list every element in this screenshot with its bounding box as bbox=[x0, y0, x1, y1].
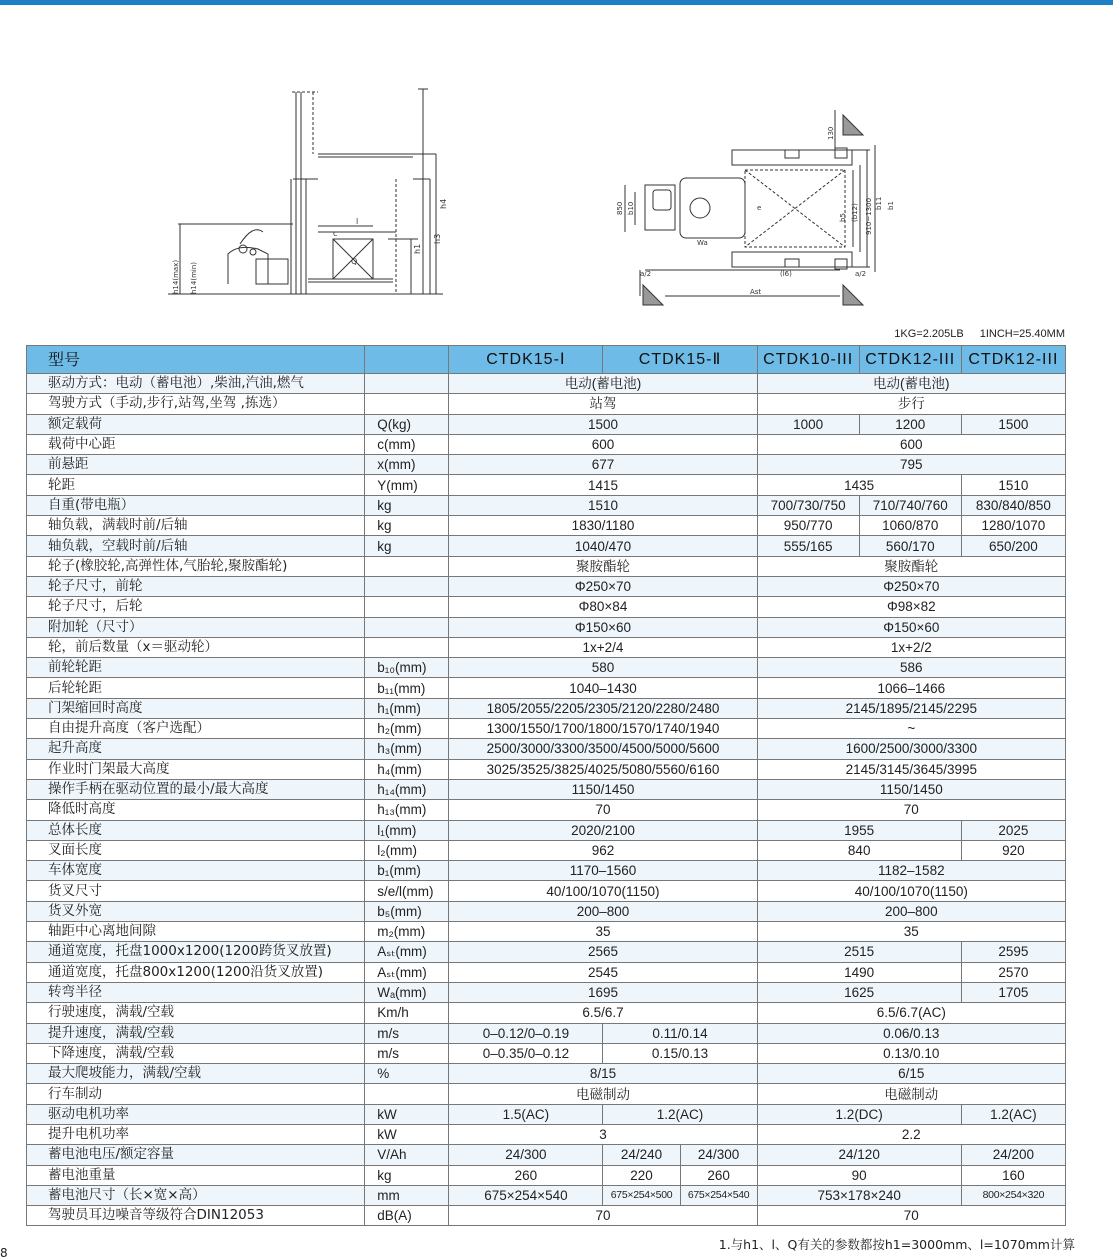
table-row bbox=[27, 820, 1066, 840]
row-label: 自由提升高度（客户选配） bbox=[27, 719, 365, 739]
row-label: 蓄电池电压/额定容量 bbox=[27, 1145, 365, 1165]
row-label: 货叉尺寸 bbox=[27, 881, 365, 901]
dim-a2-right: a/2 bbox=[855, 270, 867, 278]
row-label: 蓄电池尺寸（长×宽×高） bbox=[27, 1185, 365, 1205]
row-value: 6.5/6.7 bbox=[449, 1003, 757, 1023]
row-label: 轮子尺寸，前轮 bbox=[27, 576, 365, 596]
row-value: 950/770 bbox=[757, 516, 859, 536]
row-value: 2025 bbox=[961, 820, 1065, 840]
row-unit bbox=[365, 1084, 449, 1104]
row-label: 驾驶方式（手动,步行,站驾,坐驾 ,拣选） bbox=[27, 394, 365, 414]
row-unit bbox=[365, 597, 449, 617]
row-value: 3025/3525/3825/4025/5080/5560/6160 bbox=[449, 759, 757, 779]
table-row bbox=[27, 374, 1066, 394]
table-row bbox=[27, 455, 1066, 475]
row-value: 35 bbox=[757, 922, 1065, 942]
row-value: 200–800 bbox=[449, 901, 757, 921]
row-unit: b₁₀(mm) bbox=[365, 658, 449, 678]
row-value: 70 bbox=[449, 800, 757, 820]
row-unit: s/e/l(mm) bbox=[365, 881, 449, 901]
row-value: 1280/1070 bbox=[961, 516, 1065, 536]
row-value: 840 bbox=[757, 840, 961, 860]
dim-850: 850 bbox=[616, 201, 624, 215]
header-model: CTDK12-III bbox=[859, 346, 961, 374]
row-value: 0–0.35/0–0.12 bbox=[449, 1043, 603, 1063]
table-row bbox=[27, 1206, 1066, 1226]
row-value: 1695 bbox=[449, 982, 757, 1002]
table-row bbox=[27, 516, 1066, 536]
row-value: 1830/1180 bbox=[449, 516, 757, 536]
row-value: 2500/3000/3300/3500/4500/5000/5600 bbox=[449, 739, 757, 759]
label-l: l bbox=[356, 217, 359, 226]
row-label: 起升高度 bbox=[27, 739, 365, 759]
label-q: Q bbox=[351, 257, 358, 266]
header-model: CTDK15-Ⅰ bbox=[449, 346, 603, 374]
row-value: 677 bbox=[449, 455, 757, 475]
table-row bbox=[27, 1165, 1066, 1185]
row-unit: Km/h bbox=[365, 1003, 449, 1023]
table-row bbox=[27, 982, 1066, 1002]
dim-910: 910~1300 bbox=[865, 197, 873, 235]
row-value: 0–0.12/0–0.19 bbox=[449, 1023, 603, 1043]
row-value: 70 bbox=[449, 1206, 757, 1226]
row-value: 电动(蓄电池) bbox=[449, 374, 757, 394]
row-value: 1040–1430 bbox=[449, 678, 757, 698]
row-value: 1170–1560 bbox=[449, 861, 757, 881]
row-value: 675×254×500 bbox=[603, 1185, 680, 1205]
row-value: 675×254×540 bbox=[449, 1185, 603, 1205]
row-unit bbox=[365, 374, 449, 394]
dim-a2-left: a/2 bbox=[640, 270, 652, 278]
row-label: 前轮轮距 bbox=[27, 658, 365, 678]
label-h14-max: h14(max) bbox=[172, 259, 180, 294]
row-value: 24/200 bbox=[961, 1145, 1065, 1165]
row-value: 24/300 bbox=[449, 1145, 603, 1165]
row-value: 0.06/0.13 bbox=[757, 1023, 1065, 1043]
row-unit: c(mm) bbox=[365, 434, 449, 454]
row-label: 载荷中心距 bbox=[27, 434, 365, 454]
table-row bbox=[27, 962, 1066, 982]
row-unit: m/s bbox=[365, 1023, 449, 1043]
row-unit: l₁(mm) bbox=[365, 820, 449, 840]
row-unit: Aₛₜ(mm) bbox=[365, 942, 449, 962]
table-row bbox=[27, 1124, 1066, 1144]
row-unit: kg bbox=[365, 495, 449, 515]
row-value: Φ150×60 bbox=[757, 617, 1065, 637]
row-label: 轮距 bbox=[27, 475, 365, 495]
table-row bbox=[27, 759, 1066, 779]
row-label: 驱动电机功率 bbox=[27, 1104, 365, 1124]
table-row bbox=[27, 1023, 1066, 1043]
row-value: 0.15/0.13 bbox=[603, 1043, 757, 1063]
row-value: 2145/1895/2145/2295 bbox=[757, 698, 1065, 718]
row-value: 962 bbox=[449, 840, 757, 860]
row-value: 40/100/1070(1150) bbox=[449, 881, 757, 901]
table-row bbox=[27, 597, 1066, 617]
row-unit bbox=[365, 576, 449, 596]
row-value: 586 bbox=[757, 658, 1065, 678]
row-unit: h₁(mm) bbox=[365, 698, 449, 718]
row-value: 260 bbox=[680, 1165, 757, 1185]
row-unit: kW bbox=[365, 1104, 449, 1124]
table-row bbox=[27, 394, 1066, 414]
row-value: 2595 bbox=[961, 942, 1065, 962]
row-value: 675×254×540 bbox=[680, 1185, 757, 1205]
table-row bbox=[27, 1185, 1066, 1205]
row-unit: kg bbox=[365, 1165, 449, 1185]
table-row bbox=[27, 1043, 1066, 1063]
row-value: 1.2(DC) bbox=[757, 1104, 961, 1124]
row-value: 260 bbox=[449, 1165, 603, 1185]
row-unit bbox=[365, 394, 449, 414]
row-value: 1600/2500/3000/3300 bbox=[757, 739, 1065, 759]
row-unit: kg bbox=[365, 536, 449, 556]
row-value: 0.13/0.10 bbox=[757, 1043, 1065, 1063]
row-value: 聚胺酯轮 bbox=[449, 556, 757, 576]
table-row bbox=[27, 495, 1066, 515]
row-value: 1066–1466 bbox=[757, 678, 1065, 698]
row-value: 1625 bbox=[757, 982, 961, 1002]
table-row bbox=[27, 1104, 1066, 1124]
row-unit: % bbox=[365, 1064, 449, 1084]
table-row bbox=[27, 942, 1066, 962]
row-value: 1415 bbox=[449, 475, 757, 495]
row-label: 货叉外宽 bbox=[27, 901, 365, 921]
row-unit: Aₛₜ(mm) bbox=[365, 962, 449, 982]
table-row bbox=[27, 1064, 1066, 1084]
table-row bbox=[27, 881, 1066, 901]
row-label: 转弯半径 bbox=[27, 982, 365, 1002]
label-h3: h3 bbox=[433, 233, 442, 244]
row-value: 1510 bbox=[449, 495, 757, 515]
dim-b5: b5 bbox=[839, 213, 847, 222]
row-value: 2565 bbox=[449, 942, 757, 962]
row-label: 门架缩回时高度 bbox=[27, 698, 365, 718]
row-label: 驱动方式：电动（蓄电池）,柴油,汽油,燃气 bbox=[27, 374, 365, 394]
table-row bbox=[27, 800, 1066, 820]
row-label: 后轮轮距 bbox=[27, 678, 365, 698]
row-value: 24/240 bbox=[603, 1145, 680, 1165]
header-label: 型号 bbox=[27, 346, 365, 374]
header-model: CTDK10-III bbox=[757, 346, 859, 374]
row-value: 1.5(AC) bbox=[449, 1104, 603, 1124]
footnote: 1.与h1、l、Q有关的参数都按h1=3000mm、l=1070mm计算 bbox=[718, 1237, 1075, 1252]
row-value: 710/740/760 bbox=[859, 495, 961, 515]
table-row bbox=[27, 617, 1066, 637]
row-value: 1150/1450 bbox=[449, 779, 757, 799]
conv-inch: 1INCH=25.40MM bbox=[979, 328, 1065, 340]
dim-e: e bbox=[757, 204, 762, 212]
row-value: 1.2(AC) bbox=[603, 1104, 757, 1124]
row-label: 操作手柄在驱动位置的最小/最大高度 bbox=[27, 779, 365, 799]
row-unit: kg bbox=[365, 516, 449, 536]
row-value: 0.11/0.14 bbox=[603, 1023, 757, 1043]
row-label: 蓄电池重量 bbox=[27, 1165, 365, 1185]
row-unit: m/s bbox=[365, 1043, 449, 1063]
row-value: 70 bbox=[757, 1206, 1065, 1226]
row-label: 驾驶员耳边噪音等级符合DIN12053 bbox=[27, 1206, 365, 1226]
row-value: 1000 bbox=[757, 414, 859, 434]
table-row bbox=[27, 414, 1066, 434]
row-unit: h₁₄(mm) bbox=[365, 779, 449, 799]
row-label: 自重(带电瓶） bbox=[27, 495, 365, 515]
row-label: 作业时门架最大高度 bbox=[27, 759, 365, 779]
dim-l6: (l6) bbox=[780, 270, 792, 278]
label-c: c bbox=[333, 229, 338, 238]
row-value: 1805/2055/2205/2305/2120/2280/2480 bbox=[449, 698, 757, 718]
row-unit: h₄(mm) bbox=[365, 759, 449, 779]
row-value: 920 bbox=[961, 840, 1065, 860]
row-unit: b₅(mm) bbox=[365, 901, 449, 921]
table-row bbox=[27, 779, 1066, 799]
row-value: 160 bbox=[961, 1165, 1065, 1185]
row-value: 753×178×240 bbox=[757, 1185, 961, 1205]
row-label: 轴距中心离地间隙 bbox=[27, 922, 365, 942]
row-value: 2570 bbox=[961, 962, 1065, 982]
row-value: 200–800 bbox=[757, 901, 1065, 921]
row-unit: Wₐ(mm) bbox=[365, 982, 449, 1002]
table-row bbox=[27, 475, 1066, 495]
table-header-row bbox=[27, 346, 1066, 374]
row-value: 650/200 bbox=[961, 536, 1065, 556]
row-value: 1200 bbox=[859, 414, 961, 434]
table-row bbox=[27, 922, 1066, 942]
row-value: 830/840/850 bbox=[961, 495, 1065, 515]
row-label: 轴负载，满载时前/后轴 bbox=[27, 516, 365, 536]
row-value: ~ bbox=[757, 719, 1065, 739]
row-value: 40/100/1070(1150) bbox=[757, 881, 1065, 901]
row-unit bbox=[365, 617, 449, 637]
row-label: 额定载荷 bbox=[27, 414, 365, 434]
dim-wa: Wa bbox=[697, 239, 708, 247]
row-label: 轴负载，空载时前/后轴 bbox=[27, 536, 365, 556]
row-label: 轮，前后数量（x＝驱动轮） bbox=[27, 637, 365, 657]
row-value: 560/170 bbox=[859, 536, 961, 556]
header-model: CTDK12-III bbox=[961, 346, 1065, 374]
row-value: 1150/1450 bbox=[757, 779, 1065, 799]
row-label: 通道宽度，托盘1000x1200(1200跨货叉放置) bbox=[27, 942, 365, 962]
row-unit bbox=[365, 637, 449, 657]
row-value: 1955 bbox=[757, 820, 961, 840]
row-label: 叉面长度 bbox=[27, 840, 365, 860]
table-row bbox=[27, 678, 1066, 698]
row-unit: l₂(mm) bbox=[365, 840, 449, 860]
header-model: CTDK15-Ⅱ bbox=[603, 346, 757, 374]
row-label: 前悬距 bbox=[27, 455, 365, 475]
row-unit: h₂(mm) bbox=[365, 719, 449, 739]
row-value: 70 bbox=[757, 800, 1065, 820]
row-value: 24/300 bbox=[680, 1145, 757, 1165]
dim-b11: b11 bbox=[875, 196, 883, 210]
row-value: 600 bbox=[449, 434, 757, 454]
row-value: 220 bbox=[603, 1165, 680, 1185]
table-row bbox=[27, 901, 1066, 921]
dim-ast: Ast bbox=[750, 288, 762, 296]
row-label: 轮子(橡胶轮,高弹性体,气胎轮,聚胺酯轮) bbox=[27, 556, 365, 576]
row-value: 2545 bbox=[449, 962, 757, 982]
row-value: 电动(蓄电池) bbox=[757, 374, 1065, 394]
row-value: 3 bbox=[449, 1124, 757, 1144]
row-value: 6.5/6.7(AC) bbox=[757, 1003, 1065, 1023]
row-unit bbox=[365, 556, 449, 576]
row-unit: b₁(mm) bbox=[365, 861, 449, 881]
row-value: 1060/870 bbox=[859, 516, 961, 536]
dim-b12: (b12) bbox=[851, 203, 859, 222]
row-value: 电磁制动 bbox=[449, 1084, 757, 1104]
table-row bbox=[27, 719, 1066, 739]
row-value: Φ98×82 bbox=[757, 597, 1065, 617]
table-row bbox=[27, 576, 1066, 596]
table-row bbox=[27, 536, 1066, 556]
row-unit: V/Ah bbox=[365, 1145, 449, 1165]
row-value: 6/15 bbox=[757, 1064, 1065, 1084]
row-value: 电磁制动 bbox=[757, 1084, 1065, 1104]
row-value: 795 bbox=[757, 455, 1065, 475]
row-value: 1490 bbox=[757, 962, 961, 982]
row-value: 580 bbox=[449, 658, 757, 678]
row-value: 1705 bbox=[961, 982, 1065, 1002]
row-unit: h₃(mm) bbox=[365, 739, 449, 759]
label-h1: h1 bbox=[413, 243, 422, 254]
side-view-drawing bbox=[168, 84, 448, 299]
row-value: Φ80×84 bbox=[449, 597, 757, 617]
table-row bbox=[27, 1084, 1066, 1104]
table-row bbox=[27, 698, 1066, 718]
row-value: Φ150×60 bbox=[449, 617, 757, 637]
row-label: 提升速度，满载/空载 bbox=[27, 1023, 365, 1043]
row-value: 1x+2/4 bbox=[449, 637, 757, 657]
row-value: Φ250×70 bbox=[757, 576, 1065, 596]
dim-b10: b10 bbox=[627, 201, 635, 215]
row-label: 行驶速度，满载/空载 bbox=[27, 1003, 365, 1023]
row-value: 1500 bbox=[449, 414, 757, 434]
row-value: 1510 bbox=[961, 475, 1065, 495]
top-accent-bar bbox=[0, 0, 1113, 5]
row-unit: kW bbox=[365, 1124, 449, 1144]
row-label: 下降速度，满载/空载 bbox=[27, 1043, 365, 1063]
row-unit: Q(kg) bbox=[365, 414, 449, 434]
row-label: 附加轮（尺寸） bbox=[27, 617, 365, 637]
row-value: 800×254×320 bbox=[961, 1185, 1065, 1205]
top-view-drawing bbox=[605, 110, 895, 320]
row-unit: b₁₁(mm) bbox=[365, 678, 449, 698]
row-label: 车体宽度 bbox=[27, 861, 365, 881]
row-unit: m₂(mm) bbox=[365, 922, 449, 942]
row-value: Φ250×70 bbox=[449, 576, 757, 596]
row-value: 1182–1582 bbox=[757, 861, 1065, 881]
spec-table bbox=[26, 345, 1066, 1226]
row-unit: h₁₃(mm) bbox=[365, 800, 449, 820]
row-value: 1300/1550/1700/1800/1570/1740/1940 bbox=[449, 719, 757, 739]
table-row bbox=[27, 1145, 1066, 1165]
row-value: 步行 bbox=[757, 394, 1065, 414]
header-unit bbox=[365, 346, 449, 374]
table-row bbox=[27, 1003, 1066, 1023]
unit-conversions bbox=[878, 328, 1065, 340]
row-label: 总体长度 bbox=[27, 820, 365, 840]
table-row bbox=[27, 434, 1066, 454]
row-value: 8/15 bbox=[449, 1064, 757, 1084]
conv-kg: 1KG=2.205LB bbox=[894, 328, 964, 340]
row-value: 600 bbox=[757, 434, 1065, 454]
table-row bbox=[27, 637, 1066, 657]
row-label: 轮子尺寸，后轮 bbox=[27, 597, 365, 617]
row-value: 1.2(AC) bbox=[961, 1104, 1065, 1124]
label-h14-min: h14(min) bbox=[190, 261, 198, 294]
row-value: 90 bbox=[757, 1165, 961, 1185]
row-label: 提升电机功率 bbox=[27, 1124, 365, 1144]
row-unit: Y(mm) bbox=[365, 475, 449, 495]
table-row bbox=[27, 739, 1066, 759]
dim-b1: b1 bbox=[887, 201, 895, 210]
row-value: 1040/470 bbox=[449, 536, 757, 556]
row-value: 1500 bbox=[961, 414, 1065, 434]
page-number: 8 bbox=[0, 1246, 8, 1260]
table-row bbox=[27, 840, 1066, 860]
row-label: 降低时高度 bbox=[27, 800, 365, 820]
row-unit: dB(A) bbox=[365, 1206, 449, 1226]
row-value: 1435 bbox=[757, 475, 961, 495]
row-value: 700/730/750 bbox=[757, 495, 859, 515]
row-value: 聚胺酯轮 bbox=[757, 556, 1065, 576]
row-unit: mm bbox=[365, 1185, 449, 1205]
row-value: 2.2 bbox=[757, 1124, 1065, 1144]
row-value: 35 bbox=[449, 922, 757, 942]
table-row bbox=[27, 861, 1066, 881]
row-value: 2020/2100 bbox=[449, 820, 757, 840]
dim-130: 130 bbox=[827, 126, 835, 140]
row-label: 通道宽度，托盘800x1200(1200沿货叉放置) bbox=[27, 962, 365, 982]
row-value: 24/120 bbox=[757, 1145, 961, 1165]
row-label: 行车制动 bbox=[27, 1084, 365, 1104]
row-unit: x(mm) bbox=[365, 455, 449, 475]
row-value: 555/165 bbox=[757, 536, 859, 556]
row-value: 1x+2/2 bbox=[757, 637, 1065, 657]
table-row bbox=[27, 556, 1066, 576]
row-value: 站驾 bbox=[449, 394, 757, 414]
row-label: 最大爬坡能力，满载/空载 bbox=[27, 1064, 365, 1084]
row-value: 2145/3145/3645/3995 bbox=[757, 759, 1065, 779]
label-h4: h4 bbox=[439, 198, 448, 209]
row-value: 2515 bbox=[757, 942, 961, 962]
table-row bbox=[27, 658, 1066, 678]
